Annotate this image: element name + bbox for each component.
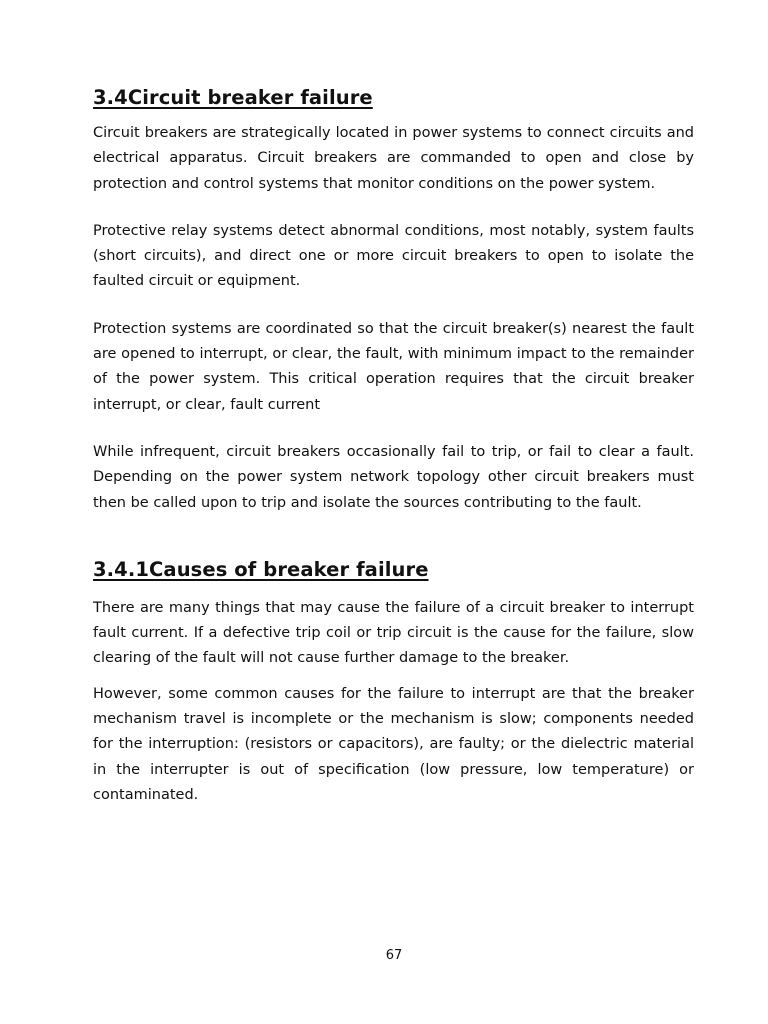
section-heading-causes-of-breaker-failure: 3.4.1Causes of breaker failure	[93, 557, 429, 581]
section-heading-circuit-breaker-failure: 3.4Circuit breaker failure	[93, 86, 373, 109]
paragraph-breaker-failure-to-trip: While infrequent, circuit breakers occasionally fail to trip, or fail to clear a fault. Depending on the power system network topology other circuit breakers must then be called upon to trip and isolate the sources contributing to the fault.	[93, 443, 694, 511]
paragraph-common-causes: However, some common causes for the failure to interrupt are that the breaker mechanism travel is incomplete or the mechanism is slow; components needed for the interruption: (resistors or capacitors), are faulty; or the dielectric material in the interrupter is out of specification (low pressure, low temperature) or contaminated.	[93, 685, 694, 803]
paragraph-circuit-breaker-location: Circuit breakers are strategically located in power systems to connect circuits and electrical apparatus. Circuit breakers are commanded to open and close by protection and control systems that monitor conditions on the power system.	[93, 125, 694, 192]
document-page	[93, 84, 694, 808]
paragraph-protective-relay-systems: Protective relay systems detect abnormal conditions, most notably, system faults (short circuits), and direct one or more circuit breakers to open to isolate the faulted circuit or equipment.	[93, 222, 694, 290]
paragraph-protection-coordination: Protection systems are coordinated so that the circuit breaker(s) nearest the fault are opened to interrupt, or clear, the fault, with minimum impact to the remainder of the power system. This critical operation requires that the circuit breaker interrupt, or clear, fault current	[93, 320, 694, 413]
page-number: 67	[385, 948, 403, 963]
paragraph-causes-of-failure: There are many things that may cause the failure of a circuit breaker to interrupt fault current. If a defective trip coil or trip circuit is the cause for the failure, slow clearing of the fault will not cause further damage to the breaker.	[93, 599, 694, 667]
